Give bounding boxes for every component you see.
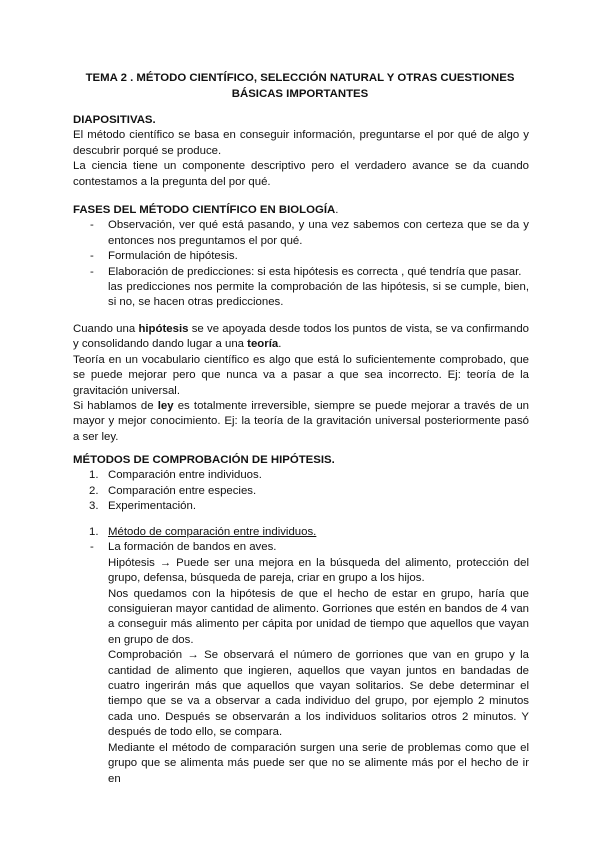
- section-diapositivas: [73, 113, 529, 190]
- bullet-dash: -: [90, 265, 94, 278]
- heading-diapositivas: DIAPOSITIVAS.: [73, 114, 156, 126]
- numbered-item: [73, 484, 529, 499]
- list-item-text: Elaboración de predicciones: si esta hipótesis es correcta , qué tendría que pasar.: [108, 265, 522, 278]
- heading-metodos: MÉTODOS DE COMPROBACIÓN DE HIPÓTESIS.: [73, 454, 335, 466]
- numbered-item-text: Experimentación.: [108, 500, 197, 513]
- paragraph-comprobacion: Comprobación → Se observará el número de gorriones que van en grupo y la cantidad de alimento que ingieren, aquellos que vayan juntos en bandadas de cuatro ingerirán más que aquellos que vayan solitarios. Se debe determinar el tiempo que se va a observar a cada individuo del grupo, por ejemplo 2 minutos cada uno. Después se observarán a los individuos solitarios otros 2 minutos. Y después de todo ello, se compara.: [108, 649, 529, 739]
- paragraph-hipotesis: Hipótesis → Puede ser una mejora en la búsqueda del alimento, protección del grupo, defensa, búsqueda de pareja, criar en grupo a los hijos.: [108, 556, 529, 585]
- paragraph-metodo: El método científico se basa en conseguir información, preguntarse el por qué de algo y descubrir porqué se produce.: [73, 129, 529, 157]
- heading-fases: [73, 203, 529, 218]
- list-item: [73, 218, 529, 249]
- heading-fases-text: FASES DEL MÉTODO CIENTÍFICO EN BIOLOGÍA: [73, 204, 336, 216]
- section-teoria: [73, 322, 529, 445]
- numbered-item: [73, 499, 529, 514]
- section-metodos: [73, 453, 529, 515]
- term-teoria: teoría: [247, 338, 279, 351]
- list-item: [73, 265, 529, 280]
- paragraph-hipotesis-teoria: [73, 322, 529, 353]
- text-run: Si hablamos de: [73, 400, 158, 413]
- item-number: 3.: [89, 500, 99, 513]
- numbered-item-text: Comparación entre especies.: [108, 484, 257, 497]
- heading-fases-end: .: [335, 204, 339, 216]
- numbered-subheading: [73, 525, 529, 540]
- paragraph-mediante: Mediante el método de comparación surgen una serie de problemas como que el grupo que se alimenta más puede ser que no se alimente más por el hecho de ir en: [108, 741, 529, 785]
- subheading-comparacion: Método de comparación entre individuos.: [108, 526, 317, 538]
- text-run: se ve apoyada desde todos los puntos de vista, se va confirmando y consolidando dando lugar a una: [73, 323, 529, 351]
- term-hipotesis: hipótesis: [138, 323, 189, 335]
- paragraph-nos-quedamos: Nos quedamos con la hipótesis de que el hecho de estar en grupo, haría que consiguieran mayor cantidad de alimento. Gorriones que estén en bandos de 4 van a conseguir más alimento per cápita por unidad de tiempo que aquellos que vayan en grupo de dos.: [108, 587, 529, 646]
- term-ley: ley: [157, 400, 174, 413]
- title-line-1: TEMA 2 . MÉTODO CIENTÍFICO, SELECCIÓN NATURAL Y OTRAS CUESTIONES: [85, 72, 515, 84]
- numbered-item-text: Comparación entre individuos.: [108, 469, 262, 482]
- list-item-text: Formulación de hipótesis.: [108, 250, 238, 263]
- page-title: [60, 70, 540, 102]
- numbered-item: [73, 468, 529, 483]
- paragraph-teoria-vocabulario: Teoría en un vocabulario científico es algo que está lo suficientemente comprobado, que se puede mejorar pero que nunca va a pasar a que sea incorrecto. Ej: teoría de la gravitación universal.: [73, 353, 529, 397]
- bullet-dash: -: [90, 219, 94, 232]
- section-comparacion-individuos: [73, 525, 529, 787]
- list-item: [73, 540, 529, 555]
- item-number: 2.: [89, 484, 99, 497]
- paragraph-ley: [73, 399, 529, 445]
- paragraph-ciencia: La ciencia tiene un componente descriptivo pero el verdadero avance se da cuando contestamos a la pregunta del por qué.: [73, 160, 529, 188]
- title-line-2: BÁSICAS IMPORTANTES: [231, 88, 369, 100]
- section-fases: [73, 203, 529, 311]
- bullet-dash: -: [90, 541, 94, 554]
- item-number: 1.: [89, 469, 99, 482]
- text-run: Cuando una: [73, 323, 139, 335]
- text-run: .: [278, 338, 282, 351]
- item-number: 1.: [89, 526, 99, 538]
- list-item-text: La formación de bandos en aves.: [108, 541, 277, 554]
- list-item-text: Observación, ver qué está pasando, y una vez sabemos con certeza que se da y entonces nos preguntamos el por qué.: [108, 219, 529, 247]
- list-item: [73, 249, 529, 264]
- list-item-continuation: las predicciones nos permite la comprobación de las hipótesis, si se cumple, bien, si no, se hacen otras predicciones.: [108, 281, 529, 309]
- bullet-dash: -: [90, 250, 94, 263]
- text-run: es totalmente irreversible, siempre se puede mejorar a través de un mayor y mejor conocimiento. Ej: la teoría de la gravitación universal posteriormente pasó a ser ley.: [73, 400, 530, 443]
